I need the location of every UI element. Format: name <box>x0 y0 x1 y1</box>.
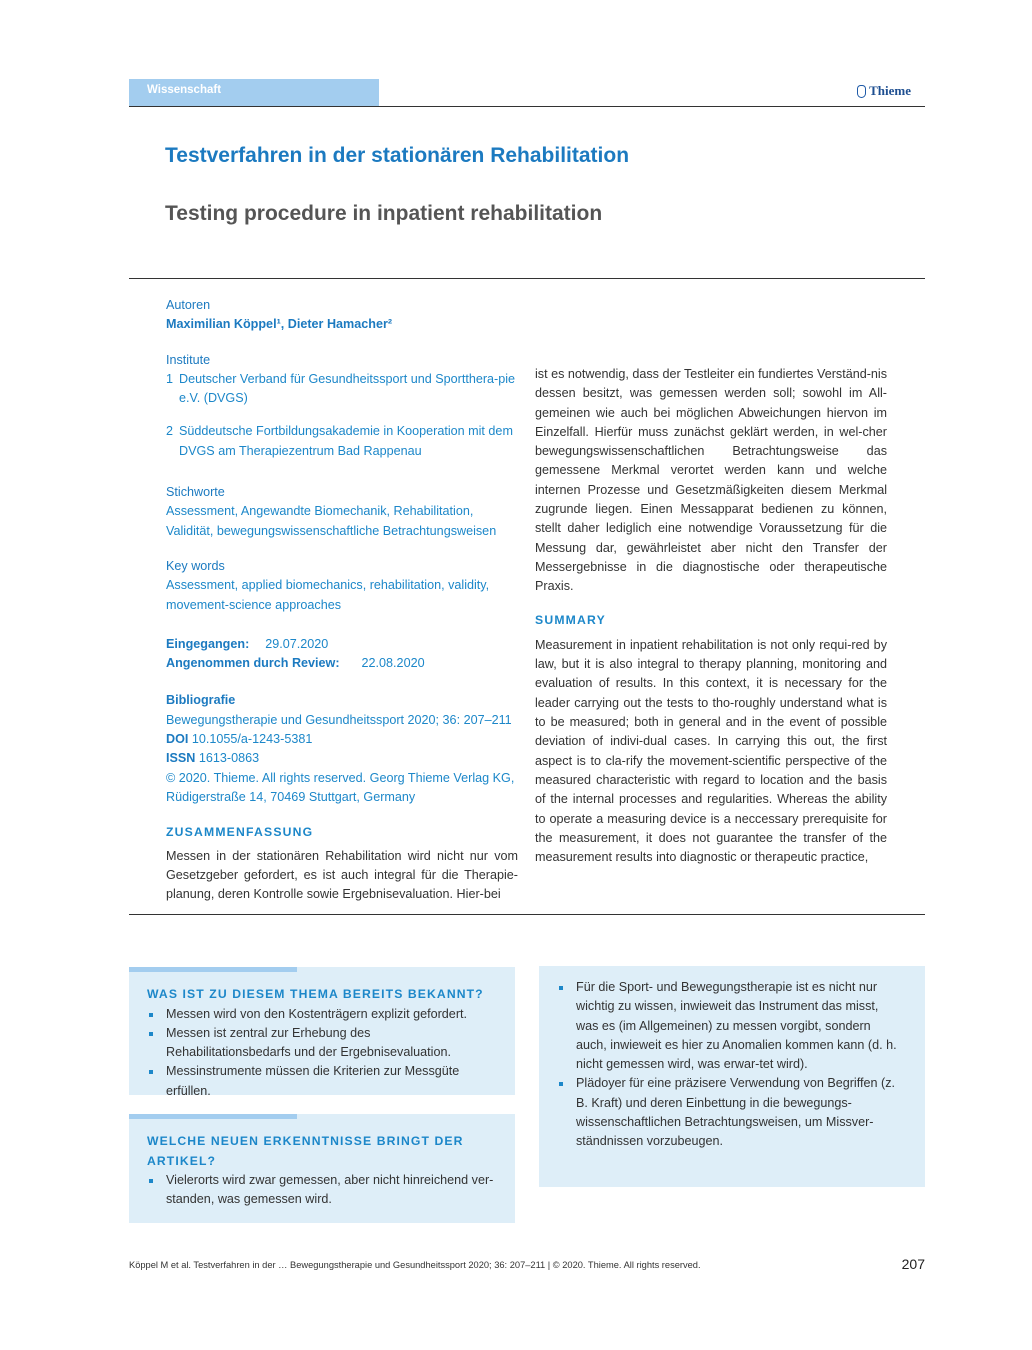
institute-number: 2 <box>166 424 174 439</box>
accepted-row <box>166 654 518 673</box>
known-facts-list <box>147 1005 497 1101</box>
keywords-label: Key words <box>166 558 225 573</box>
footer-citation: Köppel M et al. Testverfahren in der … Bewegungstherapie und Gesundheitssport 2020; 36: 207–211 | © 2020. Thieme. All rights reserved. <box>129 1260 701 1270</box>
list-item: Messen ist zentral zur Erhebung des Rehabilitationsbedarfs und der Ergebnisevaluation. <box>147 1024 497 1063</box>
keywords-block <box>166 557 518 615</box>
content-rule-top <box>129 278 925 279</box>
summary-text: Measurement in inpatient rehabilitation is not only requi-red by law, but it is also integral to therapy planning, monitoring and evaluation of results. In this context, it is necessary for the leader carrying out the tests to tho-roughly understand what is to be measured; both in general and in the event of possible deviation of indivi-dual cases. In carrying this out, the first aspect is to cla-rify the movement-scientific perspective of the measured characteristic with regard to location and the basis of the internal processes and regularities. Whereas the ability to operate a measuring device is a neccessary prerequisite for the measurement, it does not guarantee the transfer of the measurement results into diagnostic or therapeutic practice, <box>535 637 887 865</box>
list-item: Für die Sport- und Bewegungstherapie ist es nicht nur wichtig zu wissen, inwieweit das Instrument das misst, was es (im Allgemeinen) zu messen vorgibt, sondern auch, inwieweit es hier zu Anomalien kommen kann (d. h. nicht gemessen wird, was erwar-tet wird). <box>557 978 903 1074</box>
content-rule-bottom <box>129 914 925 915</box>
box-accent-bar <box>129 1114 297 1119</box>
stichworte-block <box>166 483 518 541</box>
received-label: Eingegangen: <box>166 636 250 651</box>
institute-number: 1 <box>166 371 174 386</box>
authors-block <box>166 296 518 335</box>
authors-names: Maximilian Köppel¹, Dieter Hamacher² <box>166 317 393 332</box>
page-number: 207 <box>901 1256 925 1272</box>
dates-block <box>166 635 518 674</box>
known-facts-heading: WAS IST ZU DIESEM THEMA BEREITS BEKANNT? <box>147 987 484 1001</box>
accepted-date: 22.08.2020 <box>361 656 425 671</box>
journal-citation: Bewegungstherapie und Gesundheitssport 2020; 36: 207–211 <box>166 712 512 727</box>
stichworte-label: Stichworte <box>166 485 225 500</box>
bibliografie-label: Bibliografie <box>166 693 236 708</box>
received-row <box>166 635 518 654</box>
new-findings-list-continued <box>557 978 903 1152</box>
new-findings-box <box>129 1114 515 1223</box>
list-item: Plädoyer für eine präzisere Verwendung von Begriffen (z. B. Kraft) und deren Einbettung in die bewegungs-wissenschaftlichen Betrachtungsweisen, um Missver-ständnissen vorzubeugen. <box>557 1074 903 1151</box>
box-accent-bar <box>129 967 297 972</box>
thieme-logo-icon <box>857 85 866 98</box>
zusammenfassung-text-start: Messen in der stationären Rehabilitation wird nicht nur vom Gesetzgeber gefordert, es ist auch integral für die Therapie-planung, deren Kontrolle sowie Ergebnisevaluation. Hier-bei <box>166 848 518 902</box>
doi-value[interactable]: 10.1055/a-1243-5381 <box>191 732 313 747</box>
zusammenfassung-text-continued: ist es notwendig, dass der Testleiter ein fundiertes Verständ-nis dessen besitzt, was gemessen werden soll; sowohl im All-gemeinen wie auch bei möglichen Abweichungen hiervon im Einzelfall. Hierfür muss zunächst geklärt werden, in wel-cher bewegungswissenschaftlichen Betrachtungsweise das gemessene Merkmal verortet werden kann und welche internen Prozesse und Gesetzmäßigkeiten diesem Merkmal zugrunde liegen. Einen Messapparat bedienen zu können, stellt daher lediglich eine notwendige Voraussetzung für die Messung dar, gewährleistet aber nicht den Transfer der Messergebnisse in die diagnostische oder therapeutische Praxis. <box>535 367 887 594</box>
institute-text: Süddeutsche Fortbildungsakademie in Kooperation mit dem DVGS am Therapiezentrum Bad Rappenau <box>179 424 513 458</box>
known-facts-box <box>129 967 515 1098</box>
zusammenfassung-heading: ZUSAMMENFASSUNG <box>166 825 314 840</box>
issn-value: 1613-0863 <box>198 751 260 766</box>
section-label: Wissenschaft <box>147 84 222 96</box>
publisher-logo <box>857 83 911 99</box>
new-findings-list <box>147 1171 497 1210</box>
institute-item <box>166 422 518 461</box>
right-column <box>535 365 887 867</box>
accepted-label: Angenommen durch Review: <box>166 656 340 671</box>
doi-line <box>166 730 518 749</box>
doi-label: DOI <box>166 732 189 747</box>
issn-label: ISSN <box>166 751 196 766</box>
article-title-german: Testverfahren in der stationären Rehabilitation <box>165 144 630 167</box>
list-item: Messen wird von den Kostenträgern explizit gefordert. <box>147 1005 497 1024</box>
received-date: 29.07.2020 <box>265 636 329 651</box>
institute-text: Deutscher Verband für Gesundheitssport und Sportthera-pie e.V. (DVGS) <box>179 371 516 406</box>
stichworte-text: Assessment, Angewandte Biomechanik, Rehabilitation, Validität, bewegungswissenschaftliche Betrachtungsweisen <box>166 504 497 538</box>
publisher-name: Thieme <box>869 83 911 98</box>
header-rule <box>129 106 925 107</box>
list-item: Messinstrumente müssen die Kriterien zur Messgüte erfüllen. <box>147 1062 497 1101</box>
list-item: Vielerorts wird zwar gemessen, aber nicht hinreichend ver-standen, was gemessen wird. <box>147 1171 497 1210</box>
institute-item <box>166 370 518 409</box>
institutes-block <box>166 351 518 461</box>
left-column <box>166 296 518 904</box>
copyright-text: © 2020. Thieme. All rights reserved. Georg Thieme Verlag KG, Rüdigerstraße 14, 70469 Stuttgart, Germany <box>166 770 515 804</box>
issn-line <box>166 749 518 768</box>
new-findings-heading: WELCHE NEUEN ERKENNTNISSE BRINGT DER ARTIKEL? <box>147 1134 464 1168</box>
new-findings-box-continued <box>539 966 925 1187</box>
bibliografie-block <box>166 691 518 807</box>
institutes-label: Institute <box>166 352 211 367</box>
summary-heading: SUMMARY <box>535 612 606 627</box>
authors-label: Autoren <box>166 298 211 312</box>
keywords-text: Assessment, applied biomechanics, rehabilitation, validity, movement-science approaches <box>166 578 490 612</box>
section-banner <box>129 79 379 106</box>
article-title-english: Testing procedure in inpatient rehabilitation <box>165 202 603 225</box>
